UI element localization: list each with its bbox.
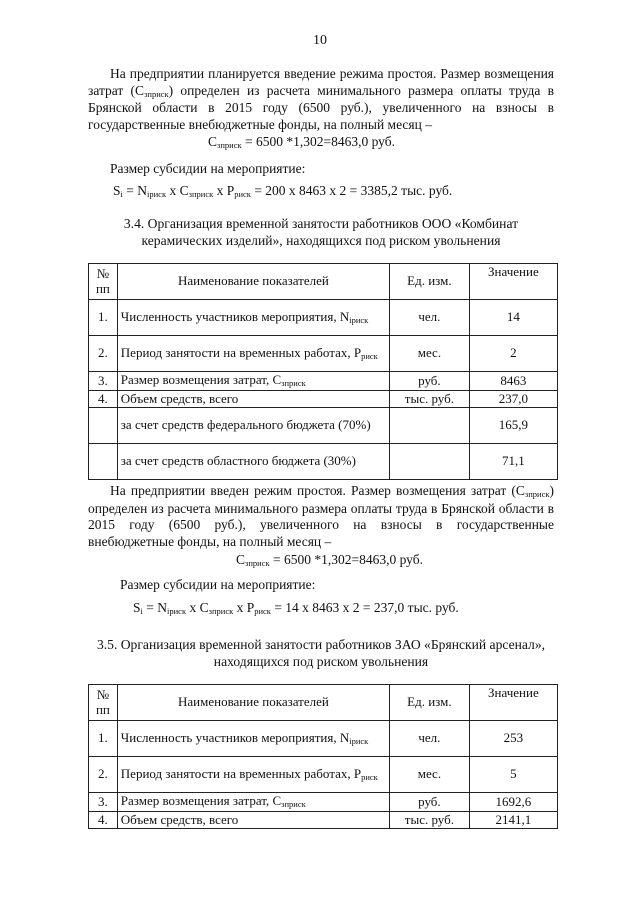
cell-value: 8463 <box>469 372 557 391</box>
table-section-3-5 <box>88 684 558 829</box>
table-row <box>89 721 558 757</box>
cell-name: Период занятости на временных работах, Рриск <box>117 336 389 372</box>
header-value: Значение <box>469 264 557 300</box>
header-unit: Ед. изм. <box>390 685 470 721</box>
cell-num: 3. <box>89 372 118 391</box>
table-header-row <box>89 685 558 721</box>
section-heading-3-4: 3.4. Организация временной занятости работников ООО «Комбинат керамических изделий», находящихся под риском увольнения <box>123 216 519 248</box>
cell-name: за счет средств федерального бюджета (70%) <box>117 408 389 444</box>
header-name: Наименование показателей <box>117 685 389 721</box>
cell-num: 2. <box>89 336 118 372</box>
section-heading-3-5: 3.5. Организация временной занятости работников ЗАО «Брянский арсенал», находящихся под риском увольнения <box>96 637 546 669</box>
table-row <box>89 757 558 793</box>
cell-value: 237,0 <box>469 390 557 408</box>
cell-num: 2. <box>89 757 118 793</box>
page-number: 10 <box>313 33 327 48</box>
cell-unit: мес. <box>390 336 470 372</box>
cell-value: 2 <box>469 336 557 372</box>
paragraph-intro: На предприятии планируется введение режима простоя. Размер возмещения затрат (Сзприск) определен из расчета минимального размера оплаты труда в Брянской области в 2015 году (6500 руб.), увеличенного на взносы в государственные внебюджетные фонды, на полный месяц – <box>88 66 554 132</box>
table-header-row <box>89 264 558 300</box>
subsidy-label: Размер субсидии на мероприятие: <box>110 161 306 176</box>
table-row <box>89 793 558 812</box>
cell-num: 3. <box>89 793 118 812</box>
cell-name: Размер возмещения затрат, Сзприск <box>117 372 389 391</box>
cell-num <box>89 444 118 480</box>
cell-num: 1. <box>89 300 118 336</box>
cell-num: 4. <box>89 390 118 408</box>
header-name: Наименование показателей <box>117 264 389 300</box>
table-section-3-4 <box>88 263 558 480</box>
cell-unit: тыс. руб. <box>390 811 470 829</box>
header-num: № пп <box>89 264 118 300</box>
cell-num: 1. <box>89 721 118 757</box>
cell-value: 14 <box>469 300 557 336</box>
cell-unit: мес. <box>390 757 470 793</box>
cell-value: 2141,1 <box>469 811 557 829</box>
table-row <box>89 300 558 336</box>
cell-name: Численность участников мероприятия, Niриск <box>117 721 389 757</box>
cell-value: 165,9 <box>469 408 557 444</box>
table-row <box>89 444 558 480</box>
cell-name: Размер возмещения затрат, Сзприск <box>117 793 389 812</box>
cell-num <box>89 408 118 444</box>
formula-cost: Сзприск = 6500 *1,302=8463,0 руб. <box>208 134 395 150</box>
formula-subsidy-3-4: Si = Niриск х Сзприск х Рриск = 14 х 8463 х 2 = 237,0 тыс. руб. <box>133 600 459 616</box>
cell-unit <box>390 408 470 444</box>
table-row <box>89 390 558 408</box>
formula-subsidy: Si = Niриск х Сзприск х Рриск = 200 х 8463 х 2 = 3385,2 тыс. руб. <box>113 183 453 199</box>
cell-name: Объем средств, всего <box>117 811 389 829</box>
cell-value: 5 <box>469 757 557 793</box>
cell-value: 253 <box>469 721 557 757</box>
cell-num: 4. <box>89 811 118 829</box>
cell-unit: чел. <box>390 300 470 336</box>
cell-value: 71,1 <box>469 444 557 480</box>
table-row <box>89 408 558 444</box>
cell-name: Период занятости на временных работах, Рриск <box>117 757 389 793</box>
table-row <box>89 336 558 372</box>
formula-cost-3-4: Сзприск = 6500 *1,302=8463,0 руб. <box>236 552 423 568</box>
header-value: Значение <box>469 685 557 721</box>
cell-unit: тыс. руб. <box>390 390 470 408</box>
cell-unit: руб. <box>390 372 470 391</box>
cell-unit <box>390 444 470 480</box>
cell-name: за счет средств областного бюджета (30%) <box>117 444 389 480</box>
cell-unit: руб. <box>390 793 470 812</box>
cell-value: 1692,6 <box>469 793 557 812</box>
table-row <box>89 372 558 391</box>
cell-name: Численность участников мероприятия, Niриск <box>117 300 389 336</box>
cell-unit: чел. <box>390 721 470 757</box>
header-num: № пп <box>89 685 118 721</box>
table-row <box>89 811 558 829</box>
paragraph-section-3-4: На предприятии введен режим простоя. Размер возмещения затрат (Сзприск) определен из расчета минимального размера оплаты труда в Брянской области в 2015 году (6500 руб.), увеличенного на взносы в государственные внебюджетные фонды, на полный месяц – <box>88 483 554 549</box>
header-unit: Ед. изм. <box>390 264 470 300</box>
subsidy-label-3-4: Размер субсидии на мероприятие: <box>120 577 316 592</box>
cell-name: Объем средств, всего <box>117 390 389 408</box>
